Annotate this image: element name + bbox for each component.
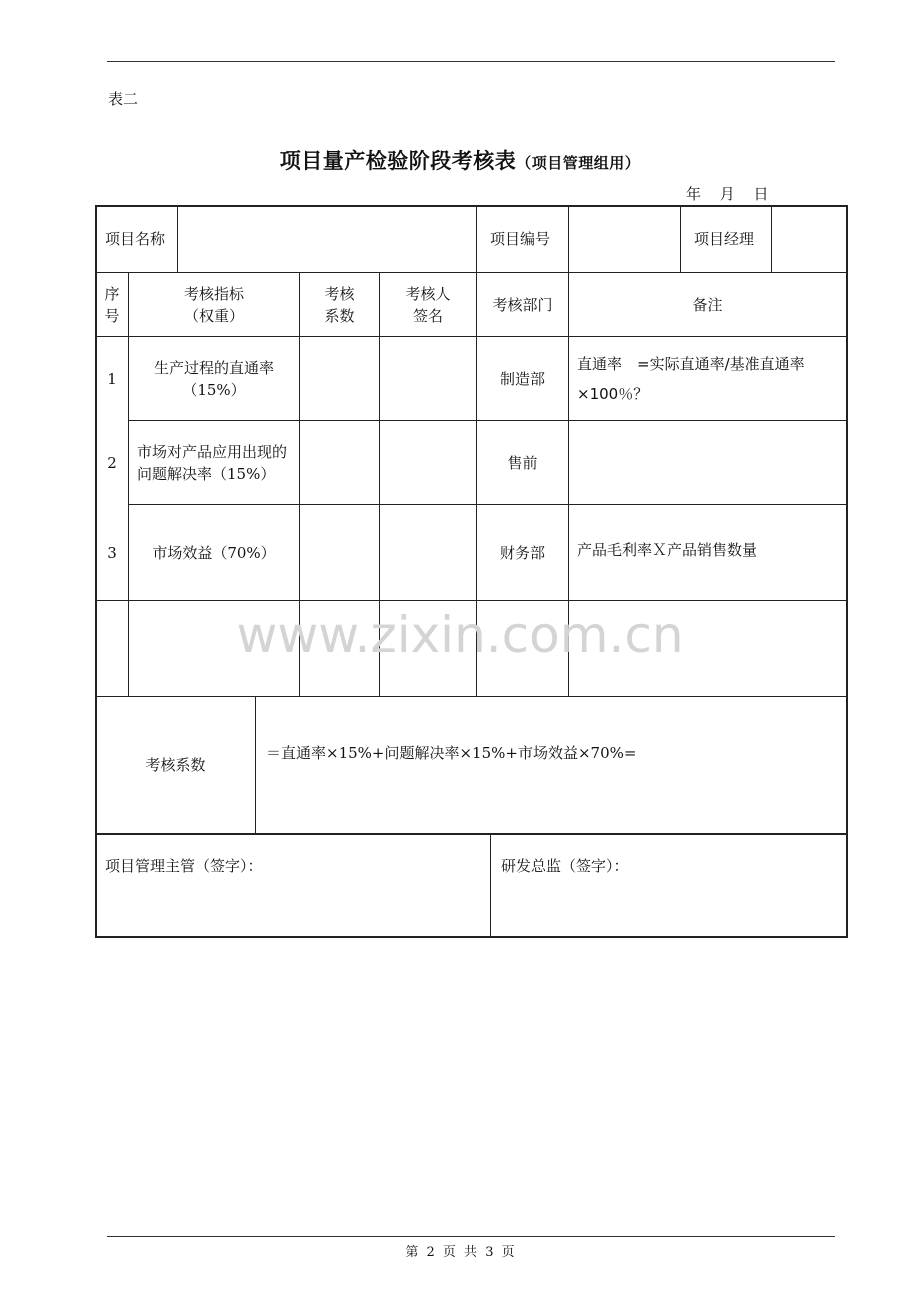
row-1-dept: 制造部: [499, 369, 545, 388]
row-3-indicator: 市场效益（70%）: [152, 543, 276, 562]
row-3-assessor-field[interactable]: [380, 505, 476, 600]
col-header-remark: 备注: [692, 295, 723, 314]
row-4-coef-field[interactable]: [300, 601, 379, 696]
page-footer: 第 2 页 共 3 页: [405, 1245, 515, 1260]
row-3-remark: 产品毛利率Ｘ产品销售数量: [577, 541, 758, 559]
col-header-dept: 考核部门: [492, 295, 553, 314]
date-line: 年 月 日: [686, 185, 769, 203]
table-label: 表二: [108, 90, 139, 108]
row-3-seq: 3: [107, 543, 117, 562]
project-no-field[interactable]: [572, 206, 678, 272]
row-1-seq: 1: [107, 369, 117, 388]
row-4-assessor-field[interactable]: [380, 601, 476, 696]
title-subtitle: （项目管理组用）: [516, 154, 641, 172]
project-manager-field[interactable]: [774, 206, 844, 272]
project-name-label: 项目名称: [105, 230, 166, 248]
col-header-coef: 考核 系数: [324, 284, 355, 325]
row-4-seq: [96, 601, 128, 696]
watermark: www.zixin.com.cn: [236, 606, 684, 664]
title-main: 项目量产检验阶段考核表: [279, 149, 517, 173]
row-4-indicator[interactable]: [132, 601, 296, 696]
row-2-seq: 2: [107, 453, 117, 472]
row-1-coef-field[interactable]: [300, 337, 379, 420]
project-no-label: 项目编号: [490, 230, 551, 248]
row-2-assessor-field[interactable]: [380, 421, 476, 504]
row-1-indicator: 生产过程的直通率 （15%）: [153, 358, 274, 399]
col-header-assessor: 考核人 签名: [405, 284, 451, 325]
row-1-assessor-field[interactable]: [380, 337, 476, 420]
row-2-remark: [577, 421, 843, 504]
project-manager-label: 项目经理: [694, 230, 755, 248]
rd-director-signature[interactable]: 研发总监（签字）：: [501, 857, 629, 875]
project-name-field[interactable]: [182, 206, 472, 272]
row-3-dept: 财务部: [499, 543, 545, 562]
row-2-coef-field[interactable]: [300, 421, 379, 504]
row-4-remark[interactable]: [577, 601, 843, 696]
row-2-dept: 售前: [507, 453, 538, 472]
row-3-coef-field[interactable]: [300, 505, 379, 600]
col-header-indicator: 考核指标 （权重）: [183, 284, 244, 325]
col-header-seq: 序 号: [104, 284, 120, 325]
row-4-dept[interactable]: [477, 601, 568, 696]
summary-formula: ＝直通率×15%+问题解决率×15%+市场效益×70%=: [266, 744, 637, 762]
row-1-remark: 直通率 =实际直通率/基准直通率×100％？: [577, 354, 805, 403]
row-2-indicator: 市场对产品应用出现的问题解决率（15%）: [137, 442, 288, 483]
summary-label: 考核系数: [145, 756, 206, 774]
footer-rule: [107, 1236, 835, 1237]
pm-supervisor-signature[interactable]: 项目管理主管（签字）：: [105, 857, 263, 875]
